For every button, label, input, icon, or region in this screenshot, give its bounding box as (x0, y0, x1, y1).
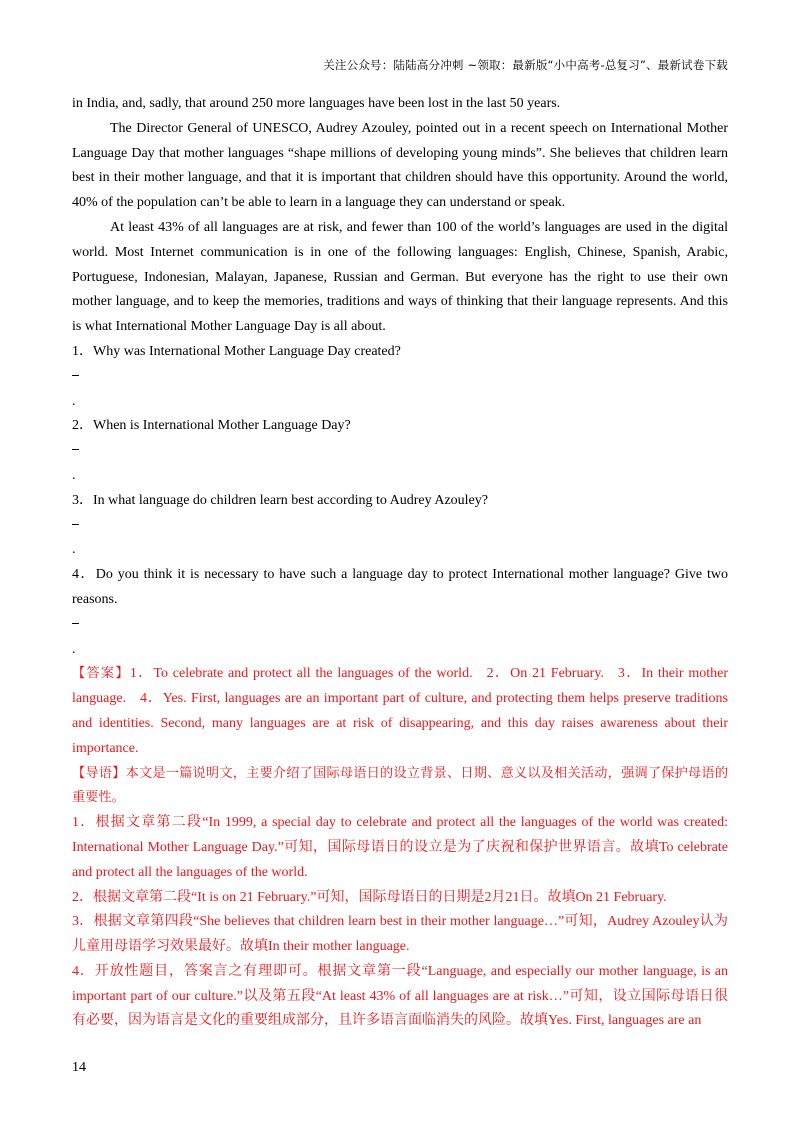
answer-blank (72, 514, 728, 539)
answer-2: 2．On 21 February. (486, 666, 604, 682)
answer-blank (72, 613, 728, 638)
answer-blank-dot: . (72, 641, 76, 657)
answer-blank-dot: . (72, 542, 76, 558)
explanation-1: 1．根据文章第二段“In 1999, a special day to celebrate and protect all the languages of the world was created: International Mother Language Day.”可知，国际母语日的设立是为了庆祝和保护世界语言。故填To celebrate and protect all the languages of the world. (72, 815, 728, 880)
question-4: 4．Do you think it is necessary to have such a language day to protect International mother language? Give two reasons. (72, 567, 728, 607)
page-header: 关注公众号：陆陆高分冲刺 ~领取：最新版“小中高考-总复习”、最新试卷下载 (323, 58, 728, 72)
answer-blank (72, 365, 728, 390)
guide-section (72, 762, 728, 812)
answer-tag: 【答案】 (72, 666, 130, 682)
explanation-2: 2．根据文章第二段“It is on 21 February.”可知，国际母语日的日期是2月21日。故填On 21 February. (72, 889, 667, 905)
answer-4: 4．Yes. First, languages are an important part of culture, and protecting them helps preserve traditions and identities. Second, many languages are at risk of disappearing, and this day raises awareness about their importance. (72, 691, 728, 756)
page-number: 14 (72, 1060, 86, 1075)
explanation-4: 4．开放性题目，答案言之有理即可。根据文章第一段“Language, and especially our mother language, is an important part of our culture.”以及第五段“At least 43% of all languages are at risk…”可知，设立国际母语日很有必要，因为语言是文化的重要组成部分，且许多语言面临消失的风险。故填Yes. First, languages are an (72, 963, 728, 1029)
question-3: 3．In what language do children learn best according to Audrey Azouley? (72, 492, 488, 508)
answer-section (72, 662, 728, 761)
answer-blank (72, 439, 728, 464)
passage-paragraph: in India, and, sadly, that around 250 more languages have been lost in the last 50 years. (72, 96, 561, 111)
document-body (72, 92, 728, 1034)
answer-3: 3．In their mother language. (72, 666, 728, 707)
passage-paragraph: The Director General of UNESCO, Audrey Azouley, pointed out in a recent speech on International Mother Language Day that mother languages “shape millions of developing young minds”. She believes that children learn best in their mother language, and that it is important that children should have this opportunity. Around the world, 40% of the population can’t be able to learn in a language they can understand or speak. (72, 120, 728, 211)
answer-blank-dot: . (72, 467, 76, 483)
guide-text: 本文是一篇说明文，主要介绍了国际母语日的设立背景、日期、意义以及相关活动，强调了保护母语的重要性。 (72, 765, 729, 806)
answer-blank-dot: . (72, 393, 76, 409)
explanation-3: 3．根据文章第四段“She believes that children learn best in their mother language…”可知，Audrey Azouley认为儿童用母语学习效果最好。故填In their mother language. (72, 914, 728, 955)
answer-1: 1．To celebrate and protect all the languages of the world. (129, 666, 473, 682)
passage-paragraph: At least 43% of all languages are at risk, and fewer than 100 of the world’s languages are used in the digital world. Most Internet communication is in one of the following languages: English, Chinese, Spanish, Arabic, Portuguese, Indonesian, Malayan, Japanese, Russian and German. But everyone has the right to use their own mother language, and to keep the memories, traditions and ways of thinking that their language represents. And this is what International Mother Language Day is all about. (72, 219, 728, 335)
question-2: 2．When is International Mother Language Day? (72, 418, 351, 434)
question-1: 1．Why was International Mother Language Day created? (72, 343, 401, 359)
guide-tag: 【导语】 (72, 765, 126, 781)
